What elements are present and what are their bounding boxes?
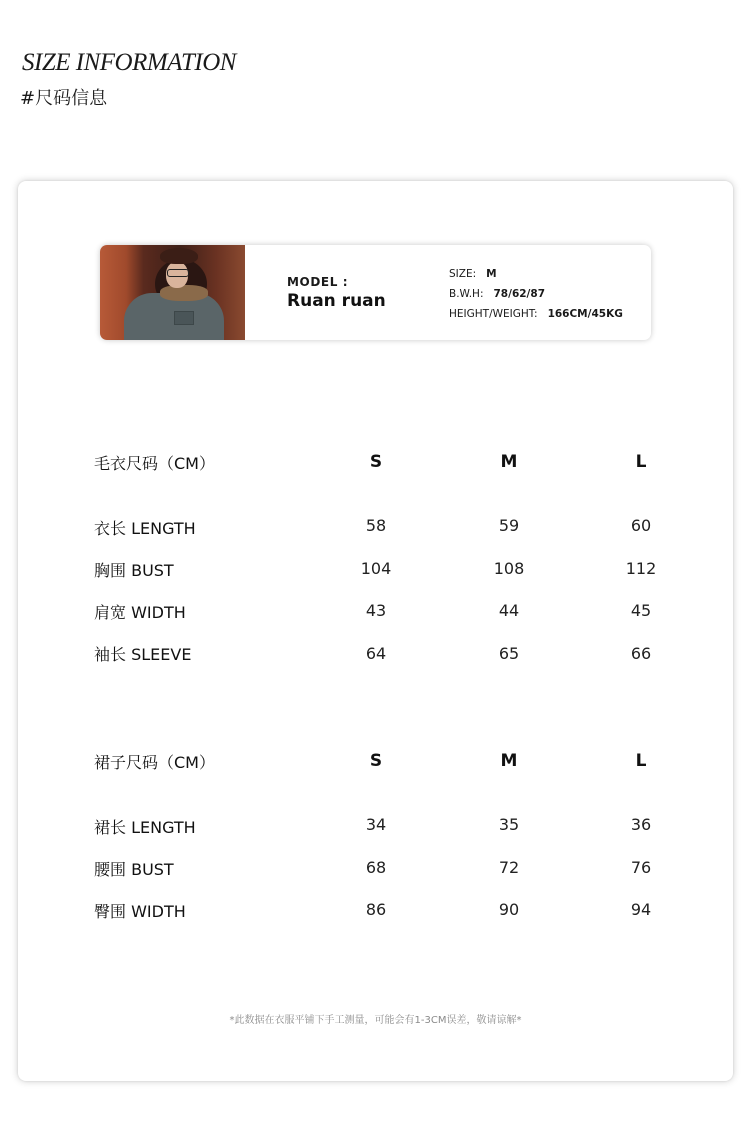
row-label-length: 衣长 LENGTH: [94, 519, 196, 538]
cell-value: 108: [493, 559, 525, 578]
row-label-width: 肩宽 WIDTH: [94, 603, 186, 622]
cell-value: 94: [630, 900, 652, 919]
cell-value: 65: [498, 644, 520, 663]
cell-value: 35: [498, 815, 520, 834]
cell-value: 66: [630, 644, 652, 663]
stat-value: 78/62/87: [493, 288, 546, 300]
stat-value: M: [486, 268, 497, 280]
cell-value: 86: [365, 900, 387, 919]
stat-key: HEIGHT/WEIGHT:: [449, 308, 538, 320]
cell-value: 45: [630, 601, 652, 620]
stat-value: 166CM/45KG: [547, 308, 623, 320]
measurement-footnote: *此数据在衣服平铺下手工测量，可能会有1-3CM误差，敬请谅解*: [229, 1015, 522, 1026]
row-label-hip: 臀围 WIDTH: [94, 902, 186, 921]
cell-value: 68: [365, 858, 387, 877]
page-title: SIZE INFORMATION: [22, 49, 236, 76]
cell-value: 43: [365, 601, 387, 620]
model-info-card: [100, 245, 651, 340]
cell-value: 58: [365, 516, 387, 535]
cell-value: 60: [630, 516, 652, 535]
model-name: Ruan ruan: [287, 291, 386, 311]
cell-value: 34: [365, 815, 387, 834]
model-stat-bwh: [449, 288, 545, 300]
cell-value: 76: [630, 858, 652, 877]
cell-value: 44: [498, 601, 520, 620]
row-label-sleeve: 袖长 SLEEVE: [94, 645, 192, 664]
sweater-table-title: 毛衣尺码（CM）: [94, 454, 215, 473]
cell-value: 59: [498, 516, 520, 535]
size-header-m: M: [500, 751, 518, 771]
cell-value: 112: [625, 559, 657, 578]
model-stat-size: [449, 268, 497, 280]
cell-value: 90: [498, 900, 520, 919]
model-stat-height-weight: [449, 308, 623, 320]
size-header-l: L: [635, 452, 647, 472]
row-label-bust: 胸围 BUST: [94, 561, 174, 580]
size-header-s: S: [369, 751, 383, 771]
cell-value: 72: [498, 858, 520, 877]
size-card: [18, 181, 733, 1081]
model-label: MODEL :: [287, 275, 349, 289]
cell-value: 64: [365, 644, 387, 663]
size-header-s: S: [369, 452, 383, 472]
model-photo: [100, 245, 245, 340]
row-label-length: 裙长 LENGTH: [94, 818, 196, 837]
page-subtitle: #尺码信息: [20, 88, 108, 109]
size-header-l: L: [635, 751, 647, 771]
stat-key: B.W.H:: [449, 288, 484, 300]
row-label-waist: 腰围 BUST: [94, 860, 174, 879]
cell-value: 104: [360, 559, 392, 578]
cell-value: 36: [630, 815, 652, 834]
stat-key: SIZE:: [449, 268, 477, 280]
size-header-m: M: [500, 452, 518, 472]
skirt-table-title: 裙子尺码（CM）: [94, 753, 215, 772]
